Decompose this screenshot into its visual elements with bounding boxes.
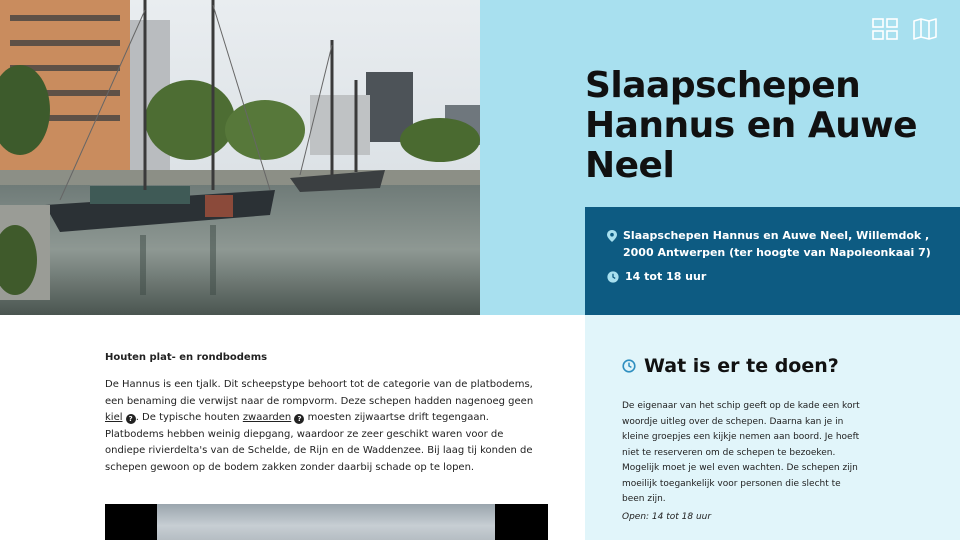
address-text: Slaapschepen Hannus en Auwe Neel, Willemdok , 2000 Antwerpen (ter hoogte van Napoleonkaai 7)	[623, 229, 931, 259]
address-row	[607, 227, 940, 261]
article-heading: Houten plat- en rondbodems	[105, 352, 268, 363]
info-box	[585, 207, 960, 315]
activity-panel	[585, 315, 960, 540]
clock-icon	[607, 271, 619, 283]
grid-icon[interactable]	[872, 18, 898, 40]
article-photo	[105, 504, 548, 540]
page-title: Slaapschepen Hannus en Auwe Neel	[585, 65, 918, 186]
harbour-boats-photo	[0, 0, 480, 315]
clock-icon	[622, 359, 636, 373]
help-icon[interactable]: ?	[294, 414, 304, 424]
article-paragraph	[105, 377, 545, 476]
zwaarden-link[interactable]: zwaarden	[242, 412, 292, 423]
article-text: De Hannus is een tjalk. Dit scheepstype behoort tot de categorie van de platbodems, een benaming die verwijst naar de rompvorm. Deze schepen hadden nagenoeg geen	[105, 379, 534, 407]
opening-hours: Open: 14 tot 18 uur	[622, 512, 712, 522]
article-photo-sky	[157, 504, 495, 540]
article	[105, 352, 545, 476]
hero-photo	[0, 0, 480, 315]
article-text: moesten zijwaartse drift tegengaan. Platbodems hebben weinig diepgang, waardoor ze zeer geschikt waren voor de ondiepe rivierdelta's van de Schelde, de Rijn en de Waddenzee. Bij laag tij konden de schepen gewoon op de bodem zakken zonder daarbij schade op te lopen.	[105, 412, 533, 473]
location-pin-icon	[607, 230, 617, 242]
activity-description: De eigenaar van het schip geeft op de kade een kort woordje uitleg over de schepen. Daarna kan je in kleine groepjes een kijkje nemen aan boord. Je hoeft niet te reserveren om de schepen te bezoeken. Mogelijk moet je wel even wachten. De schepen zijn moeilijk toegankelijk voor personen die slecht te been zijn.	[622, 401, 860, 504]
article-text: . De typische houten	[135, 412, 243, 423]
hours-text: 14 tot 18 uur	[625, 270, 707, 283]
map-icon[interactable]	[912, 18, 938, 40]
help-icon[interactable]: ?	[126, 414, 136, 424]
activity-heading: Wat is er te doen?	[644, 355, 839, 377]
kiel-link[interactable]: kiel	[105, 412, 123, 423]
hours-row	[607, 268, 940, 285]
